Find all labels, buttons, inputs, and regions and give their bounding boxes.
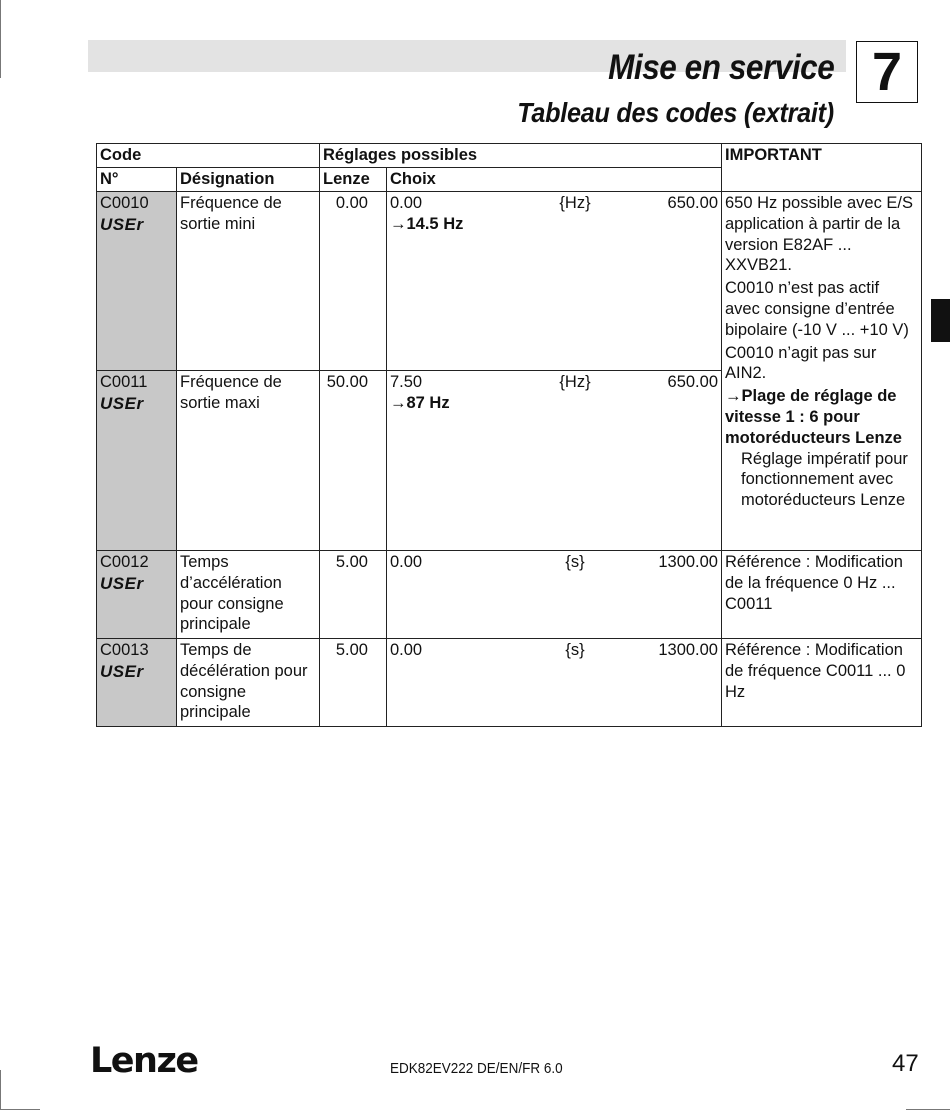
choix-max: 1300.00 [658,641,718,659]
header-choix: Choix [387,168,722,192]
designation-cell: Fréquence de sortie maxi [177,371,320,551]
lenze-value: 5.00 [320,639,387,727]
important-cell: Référence : Modification de fréquence C0011 ... 0 Hz [722,639,922,727]
important-cell: Référence : Modification de la fréquence 0 Hz ... C0011 [722,551,922,639]
lenze-logo: Lenze [90,1041,198,1081]
choix-note: →14.5 Hz [390,214,464,233]
important-note: C0010 n’est pas actif avec consigne d’entrée bipolaire (-10 V ... +10 V) [725,279,909,339]
document-reference: EDK82EV222 DE/EN/FR 6.0 [390,1060,563,1077]
code-number: C0013 [100,641,149,659]
choix-max: 650.00 [667,373,718,391]
header-designation: Désignation [177,168,320,192]
choix-cell [387,639,722,727]
code-number: C0012 [100,553,149,571]
code-number: C0011 [100,373,148,391]
choix-cell [387,551,722,639]
important-note-bold: →Plage de réglage de vitesse 1 : 6 pour motoréducteurs Lenze [725,387,902,447]
choix-unit: {Hz} [559,194,591,212]
important-cell [722,192,922,551]
user-menu-badge: USEr [100,393,144,413]
table-row [97,639,922,727]
code-cell [97,371,177,551]
choix-min: 0.00 [390,194,423,212]
header-reglages: Réglages possibles [320,144,722,168]
code-cell [97,192,177,371]
code-cell [97,551,177,639]
choix-cell [387,371,722,551]
header-important: IMPORTANT [722,144,922,192]
important-note: Réglage impératif pour fonctionnement avec motoréducteurs Lenze [741,449,908,510]
table-row [97,192,922,371]
thumb-tab-mark [931,299,950,342]
code-cell [97,639,177,727]
choix-min: 7.50 [390,373,423,391]
header-code: Code [97,144,320,168]
page-number: 47 [892,1050,919,1077]
lenze-value: 50.00 [320,371,387,551]
table-row [97,551,922,639]
choix-cell [387,192,722,371]
user-menu-badge: USEr [100,661,144,681]
crop-mark [0,0,1,78]
crop-mark [0,1070,1,1110]
code-number: C0010 [100,194,149,212]
chapter-number: 7 [856,41,918,103]
designation-cell: Temps de décélération pour consigne principale [177,639,320,727]
choix-note: →87 Hz [390,393,450,412]
page-title: Mise en service [607,48,834,87]
designation-cell: Temps d’accélération pour consigne principale [177,551,320,639]
page-subtitle: Tableau des codes (extrait) [517,97,834,128]
table-header-row [97,144,922,168]
lenze-value: 0.00 [320,192,387,371]
choix-min: 0.00 [390,553,423,571]
choix-unit: {s} [565,553,585,571]
user-menu-badge: USEr [100,573,144,593]
designation-cell: Fréquence de sortie mini [177,192,320,371]
important-note: 650 Hz possible avec E/S application à partir de la version E82AF ... XXVB21. [725,194,914,275]
lenze-value: 5.00 [320,551,387,639]
choix-max: 650.00 [667,194,718,212]
header-lenze: Lenze [320,168,387,192]
user-menu-badge: USEr [100,214,144,234]
important-note: C0010 n’agit pas sur AIN2. [725,343,877,383]
choix-unit: {Hz} [559,373,591,391]
choix-max: 1300.00 [658,553,718,571]
header-num: N° [97,168,177,192]
choix-min: 0.00 [390,641,423,659]
code-table [96,143,922,727]
choix-unit: {s} [565,641,585,659]
